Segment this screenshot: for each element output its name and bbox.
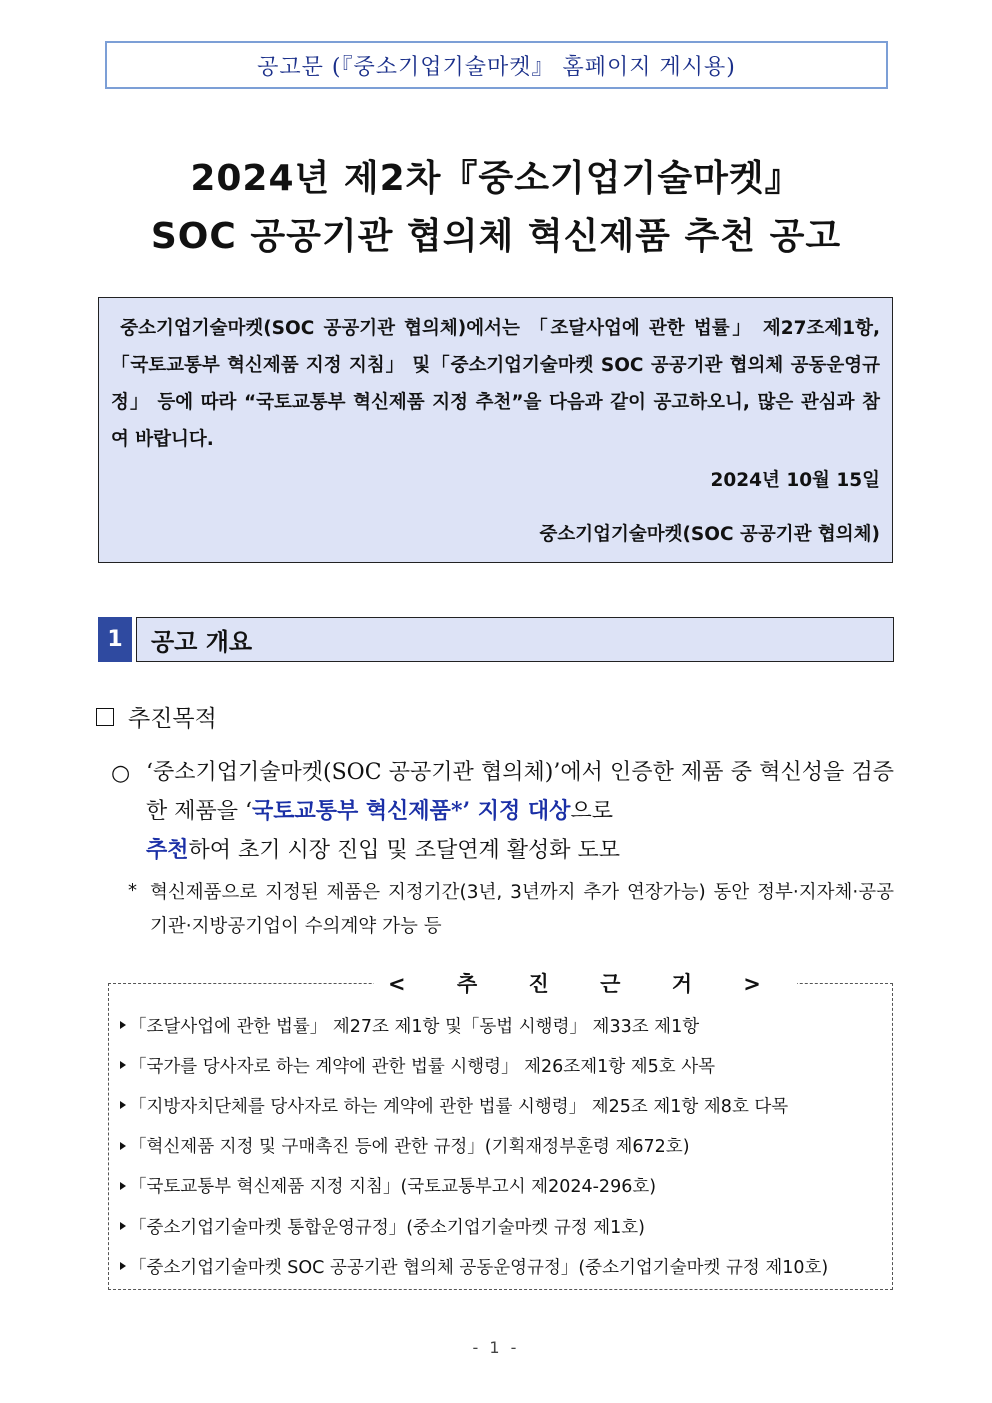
basis-item: 「국토교통부 혁신제품 지정 지침」(국토교통부고시 제2024-296호) <box>120 1166 828 1206</box>
purpose-paragraph: ‘중소기업기술마켓(SOC 공공기관 협의체)’에서 인증한 제품 중 혁신성을 검증한 제품을 ‘국토교통부 혁신제품*’ 지정 대상으로 추천하여 초기 시장 진입 및 조달연계 활성화 도모 <box>146 760 894 863</box>
intro-org: 중소기업기술마켓(SOC 공공기관 협의체) <box>539 524 880 545</box>
triangle-bullet-icon <box>120 1222 126 1230</box>
title-line-2: SOC 공공기관 협의체 혁신제품 추천 공고 <box>150 216 842 257</box>
purpose-note: 혁신제품으로 지정된 제품은 지정기간(3년, 3년까지 추가 연장가능) 동안 정부·지자체·공공기관·지방공기업이 수의계약 가능 등 <box>150 882 894 937</box>
basis-title: < 추 진 근 거 > <box>374 968 797 998</box>
triangle-bullet-icon <box>120 1021 126 1029</box>
basis-item: 「국가를 당사자로 하는 계약에 관한 법률 시행령」 제26조제1항 제5호 사목 <box>120 1045 828 1085</box>
purpose-heading <box>96 700 217 733</box>
triangle-bullet-icon <box>120 1101 126 1109</box>
intro-date: 2024년 10월 15일 <box>710 470 880 491</box>
basis-item: 「조달사업에 관한 법률」 제27조 제1항 및「동법 시행령」 제33조 제1항 <box>120 1005 828 1045</box>
triangle-bullet-icon <box>120 1182 126 1190</box>
intro-text: 중소기업기술마켓(SOC 공공기관 협의체)에서는 「조달사업에 관한 법률」 제27조제1항,「국토교통부 혁신제품 지정 지침」 및「중소기업기술마켓 SOC 공공기관 협의체 공동운영규정」 등에 따라 “국토교통부 혁신제품 지정 추천”을 다음과 같이 공고하오니, 많은 관심과 참여 바랍니다. <box>111 318 880 450</box>
highlight-innovation-product: 국토교통부 혁신제품 <box>252 798 451 824</box>
basis-item: 「중소기업기술마켓 SOC 공공기관 협의체 공동운영규정」(중소기업기술마켓 규정 제10호) <box>120 1246 828 1286</box>
title-line-1: 2024년 제2차『중소기업기술마켓』 <box>190 158 802 199</box>
section-number: 1 <box>98 617 132 662</box>
highlight-designation-target: 지정 대상 <box>477 798 571 824</box>
triangle-bullet-icon <box>120 1262 126 1270</box>
basis-item: 「혁신제품 지정 및 구매촉진 등에 관한 규정」(기획재정부훈령 제672호) <box>120 1126 828 1166</box>
triangle-bullet-icon <box>120 1142 126 1150</box>
basis-item: 「중소기업기술마켓 통합운영규정」(중소기업기술마켓 규정 제1호) <box>120 1206 828 1246</box>
page-number: - 1 - <box>472 1338 520 1357</box>
intro-box <box>98 297 893 563</box>
basis-list <box>120 1005 828 1286</box>
triangle-bullet-icon <box>120 1061 126 1069</box>
circle-bullet-icon: ○ <box>111 761 131 786</box>
highlight-recommend: 추천 <box>146 837 189 863</box>
notice-label: 공고문 (『중소기업기술마켓』 홈페이지 게시용) <box>105 41 888 89</box>
checkbox-icon <box>96 708 114 726</box>
basis-item: 「지방자치단체를 당사자로 하는 계약에 관한 법률 시행령」 제25조 제1항 제8호 다목 <box>120 1085 828 1125</box>
purpose-heading-text: 추진목적 <box>128 706 217 732</box>
note-asterisk: * <box>128 880 137 901</box>
section-title: 공고 개요 <box>136 617 894 662</box>
